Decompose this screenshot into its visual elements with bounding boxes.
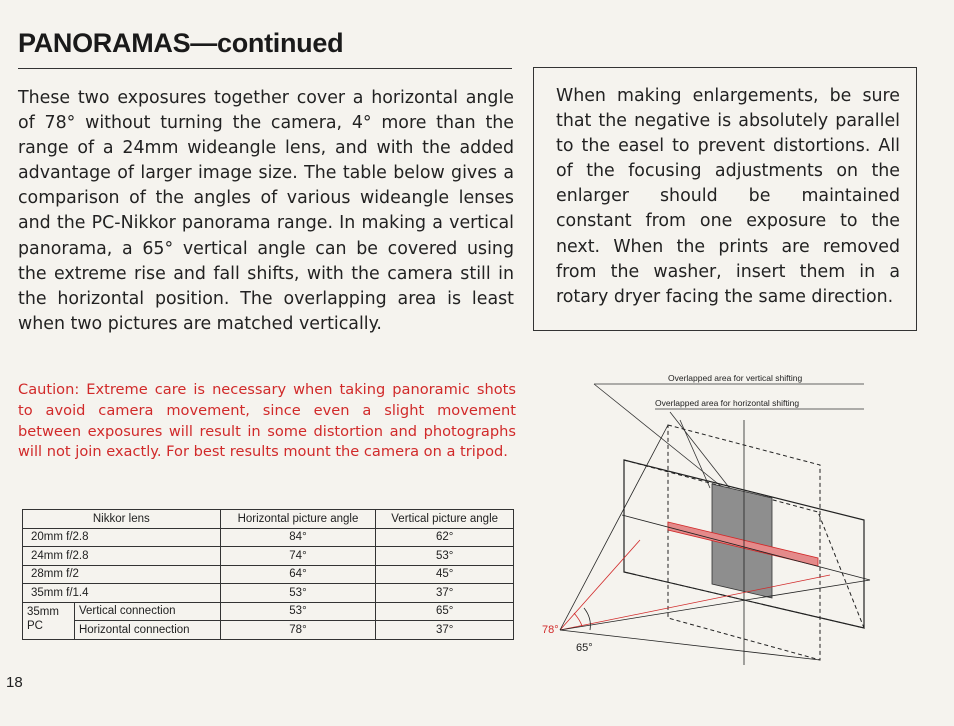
lens-angle-table <box>22 509 514 640</box>
table-cell-vertical: 37° <box>376 621 514 640</box>
table-header-horizontal: Horizontal picture angle <box>220 510 376 529</box>
angle-label-78: 78° <box>542 624 559 636</box>
table-cell-vertical: 65° <box>376 602 514 621</box>
page-number: 18 <box>6 674 23 691</box>
table-row <box>23 584 514 603</box>
table-row <box>23 621 514 640</box>
table-cell-horizontal: 53° <box>220 584 376 603</box>
table-row <box>23 602 514 621</box>
table-cell-pc-group: 35mm PC <box>23 602 75 639</box>
table-header-row <box>23 510 514 529</box>
page-title: PANORAMAS—continued <box>18 28 344 58</box>
caution-text: Caution: Extreme care is necessary when taking panoramic shots to avoid camera movement, since even a slight movement between exposures will result in some distortion and photographs will not join exactly. For best results mount the camera on a tripod. <box>18 381 516 461</box>
ray-65-upper <box>560 425 668 630</box>
angle-label-65: 65° <box>576 642 593 654</box>
ray-65-lower <box>560 580 870 630</box>
table-row <box>23 528 514 547</box>
leader-line-horizontal <box>670 412 735 495</box>
table-row <box>23 547 514 566</box>
table-header-vertical: Vertical picture angle <box>376 510 514 529</box>
arc-78 <box>574 613 582 626</box>
panorama-diagram <box>530 360 890 670</box>
table-cell-lens: 20mm f/2.8 <box>23 528 221 547</box>
title-divider <box>18 68 512 69</box>
enlargement-note-text: When making enlargements, be sure that the negative is absolutely parallel to the easel to prevent distortions. All of the focusing adjustments on the enlarger should be maintained constant from one exposure to the next. When the prints are removed from the washer, insert them in a rotary dryer facing the same direction. <box>556 86 900 307</box>
table-cell-connection: Vertical connection <box>74 602 220 621</box>
ray-65-bottom <box>560 630 820 660</box>
label-vertical-shift: Overlapped area for vertical shifting <box>668 373 803 383</box>
table-cell-vertical: 62° <box>376 528 514 547</box>
table-cell-horizontal: 74° <box>220 547 376 566</box>
table-header-lens: Nikkor lens <box>23 510 221 529</box>
table-cell-lens: 35mm f/1.4 <box>23 584 221 603</box>
table-cell-lens: 28mm f/2 <box>23 565 221 584</box>
table-cell-horizontal: 78° <box>220 621 376 640</box>
table-cell-horizontal: 53° <box>220 602 376 621</box>
table-cell-vertical: 45° <box>376 565 514 584</box>
label-horizontal-shift: Overlapped area for horizontal shifting <box>655 398 800 408</box>
arc-65 <box>584 608 590 630</box>
table-cell-lens: 24mm f/2.8 <box>23 547 221 566</box>
table-row <box>23 565 514 584</box>
table-cell-vertical: 53° <box>376 547 514 566</box>
table-cell-connection: Horizontal connection <box>74 621 220 640</box>
table-cell-vertical: 37° <box>376 584 514 603</box>
table-cell-horizontal: 64° <box>220 565 376 584</box>
body-paragraph: These two exposures together cover a horizontal angle of 78° without turning the camera, 4° more than the range of a 24mm wideangle lens, and with the added advantage of larger image size. The table below gives a comparison of the angles of various wideangle lenses and the PC-Nikkor panorama range. In making a vertical panorama, a 65° vertical angle can be covered using the extreme rise and fall shifts, with the camera still in the horizontal position. The overlapping area is least when two pictures are matched vertically. <box>18 88 514 334</box>
ray-78-lower <box>560 575 830 630</box>
table-cell-horizontal: 84° <box>220 528 376 547</box>
